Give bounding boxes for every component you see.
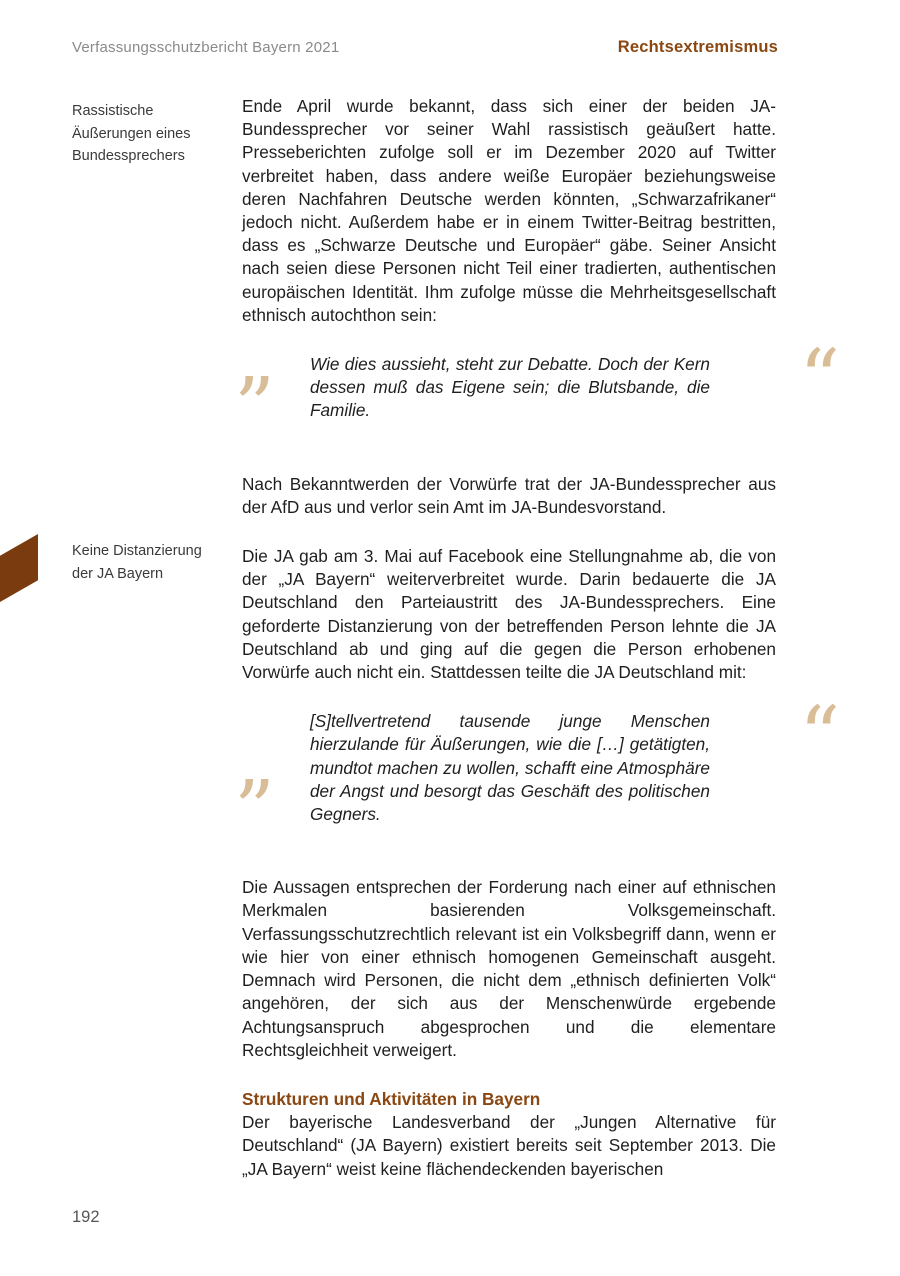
blockquote-1-text: Wie dies aussieht, steht zur Debatte. Doch der Kern dessen muß das Eigene sein; die Blutsbande, die Familie. bbox=[310, 354, 710, 421]
body-paragraph-4: Die Aussagen entsprechen der Forderung nach einer auf ethnischen Merkmalen basierenden Volksgemeinschaft. Verfassungsschutzrechtlich relevant ist ein Volksbegriff dann, wenn er wie hier von einer ethnisch homogenen Gemeinschaft ausgeht. Demnach wird Personen, die nicht dem „ethnisch definierten Volk“ angehören, der sich aus der Menschenwürde ergebende Achtungsanspruch abgesprochen und die elementare Rechtsgleichheit verweigert. bbox=[242, 877, 776, 1060]
quote-open-icon: “ bbox=[799, 689, 840, 783]
body-paragraph-3: Die JA gab am 3. Mai auf Facebook eine Stellungnahme ab, die von der „JA Bayern“ weiterverbreitet wurde. Darin bedauerte die JA Deutschland den Parteiaustritt des JA-Bundessprechers. Eine geforderte Distanzierung von der betreffenden Person lehnte die JA Deutschland ab und ging auf die gegen die Person erhobenen Vorwürfe auch nicht ein. Stattdessen teilte die JA Deutschland mit: bbox=[242, 546, 776, 683]
body-paragraph-5: Der bayerische Landesverband der „Jungen Alternative für Deutschland“ (JA Bayern) existiert bereits seit September 2013. Die „JA Bayern“ weist keine flächendeckenden bayerischen bbox=[242, 1112, 776, 1179]
header-doc-title: Verfassungsschutzbericht Bayern 2021 bbox=[72, 39, 340, 56]
header-chapter-title: Rechtsextremismus bbox=[617, 38, 778, 56]
section-heading-strukturen: Strukturen und Aktivitäten in Bayern bbox=[242, 1088, 541, 1109]
margin-note-rassistische-aeusserungen: Rassistische Äußerungen eines Bundessprechers bbox=[72, 103, 191, 164]
margin-marker-flag bbox=[0, 534, 38, 602]
blockquote-2-text: [S]tellvertretend tausende junge Menschen hierzulande für Äußerungen, wie die […] getätigten, mundtot machen zu wollen, schafft eine Atmosphäre der Angst und besorgt das Geschäft des politischen Gegners. bbox=[310, 711, 710, 825]
quote-close-icon: ” bbox=[234, 763, 275, 857]
page-number: 192 bbox=[72, 1208, 100, 1226]
body-paragraph-1: Ende April wurde bekannt, dass sich einer der beiden JA-Bundessprecher vor seiner Wahl rassistisch geäußert hatte. Presseberichten zufolge soll er im Dezember 2020 auf Twitter verbreitet haben, dass andere weiße Europäer beziehungsweise deren Nachfahren Deutsche werden könnten, „Schwarzafrikaner“ jedoch nicht. Außerdem habe er in einem Twitter-Beitrag bestritten, dass es „Schwarze Deutsche und Europäer“ gäbe. Seiner Ansicht nach seien diese Personen nicht Teil einer tradierten, authentischen europäischen Identität. Ihm zufolge müsse die Mehrheitsgesellschaft ethnisch autochthon sein: bbox=[242, 96, 776, 325]
margin-note-keine-distanzierung: Keine Distanzierung der JA Bayern bbox=[72, 543, 202, 582]
body-paragraph-2: Nach Bekanntwerden der Vorwürfe trat der JA-Bundessprecher aus der AfD aus und verlor sein Amt im JA-Bundesvorstand. bbox=[242, 473, 776, 517]
quote-open-icon: “ bbox=[799, 332, 840, 426]
page-header bbox=[72, 38, 778, 57]
blockquote-2 bbox=[234, 689, 840, 857]
main-text-column bbox=[234, 95, 840, 1207]
blockquote-1 bbox=[234, 332, 840, 453]
quote-close-icon: ” bbox=[234, 359, 275, 453]
